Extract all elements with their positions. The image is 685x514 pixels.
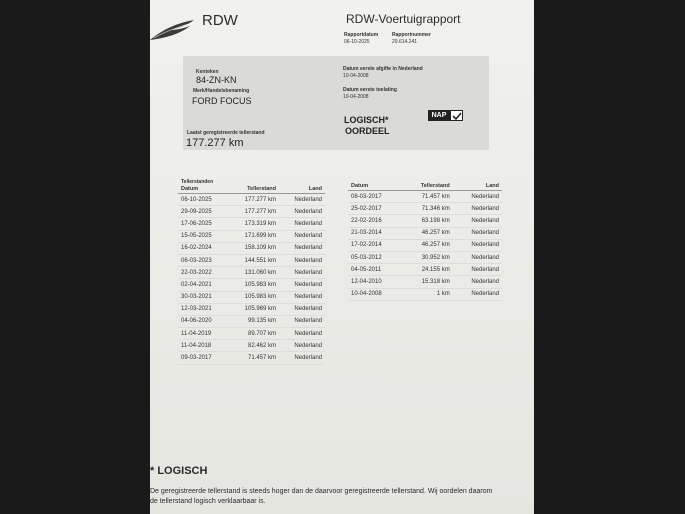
reading-km: 105.983 km (228, 291, 279, 303)
table-row (178, 242, 325, 254)
table-row (348, 239, 502, 251)
col-country: Land (279, 185, 325, 194)
reading-km: 171.699 km (228, 230, 279, 242)
verdict-line2: OORDEEL (345, 126, 390, 136)
table-row (178, 340, 325, 352)
reading-country: Nederland (279, 254, 325, 266)
reading-date: 04-06-2020 (178, 315, 228, 327)
reading-country: Nederland (453, 276, 502, 288)
footer-text (150, 487, 534, 507)
footer-line1: De geregistreerde tellerstand is steeds hoger dan de daarvoor geregistreerde tellerstand. Wij oordelen daarom (150, 488, 493, 495)
reading-date: 11-04-2019 (178, 328, 228, 340)
reading-country: Nederland (279, 230, 325, 242)
report-page (150, 0, 534, 514)
readings-table-right (348, 182, 502, 301)
table-row (348, 264, 502, 276)
table-row (178, 194, 325, 206)
reading-date: 22-03-2022 (178, 267, 228, 279)
readings-table-left (178, 185, 325, 365)
reading-country: Nederland (279, 279, 325, 291)
reading-country: Nederland (453, 191, 502, 203)
reading-km: 105.969 km (228, 303, 279, 315)
col-km: Tellerstand (402, 182, 453, 191)
reading-km: 63.198 km (402, 215, 453, 227)
reading-date: 09-03-2017 (178, 352, 228, 364)
reading-km: 177.277 km (228, 194, 279, 206)
reading-country: Nederland (279, 328, 325, 340)
reading-date: 05-03-2012 (348, 251, 402, 263)
reading-km: 105.983 km (228, 279, 279, 291)
reading-country: Nederland (279, 303, 325, 315)
reading-country: Nederland (453, 203, 502, 215)
readings-header-right (348, 182, 502, 191)
reading-country: Nederland (279, 352, 325, 364)
reading-km: 15.318 km (402, 276, 453, 288)
reading-country: Nederland (453, 227, 502, 239)
report-title: RDW-Voertuigrapport (346, 12, 461, 26)
col-date: Datum (348, 182, 402, 191)
report-date-label: Rapportdatum (344, 32, 379, 38)
vehicle-make: FORD FOCUS (192, 96, 252, 106)
reading-date: 11-04-2018 (178, 340, 228, 352)
reading-country: Nederland (279, 242, 325, 254)
table-row (178, 291, 325, 303)
make-label: Merk/Handelsbenaming (193, 88, 250, 94)
reading-country: Nederland (279, 267, 325, 279)
reading-country: Nederland (453, 251, 502, 263)
reading-country: Nederland (453, 288, 502, 300)
reading-km: 24.155 km (402, 264, 453, 276)
reading-country: Nederland (279, 206, 325, 218)
first-admission-date: 10-04-2008 (343, 94, 369, 100)
reading-km: 46.257 km (402, 227, 453, 239)
table-row (178, 315, 325, 327)
reading-country: Nederland (453, 239, 502, 251)
plate-label: Kenteken (196, 69, 219, 75)
footer-title: * LOGISCH (150, 465, 208, 477)
reading-km: 158.109 km (228, 242, 279, 254)
col-country: Land (453, 182, 502, 191)
table-row (348, 251, 502, 263)
table-row (348, 276, 502, 288)
reading-date: 17-02-2014 (348, 239, 402, 251)
table-row (178, 303, 325, 315)
first-admission-label: Datum eerste toelating (343, 87, 397, 93)
footer-line2: de tellerstand logisch verklaarbaar is. (150, 498, 266, 505)
license-plate: 84-ZN-KN (196, 75, 237, 85)
report-number-label: Rapportnummer (392, 32, 431, 38)
col-km: Tellerstand (228, 185, 279, 194)
reading-date: 29-09-2025 (178, 206, 228, 218)
last-odometer-label: Laatst geregistreerde tellerstand (187, 130, 265, 136)
reading-date: 12-03-2021 (178, 303, 228, 315)
reading-km: 131.060 km (228, 267, 279, 279)
table-row (178, 218, 325, 230)
reading-km: 144.551 km (228, 254, 279, 266)
reading-km: 82.462 km (228, 340, 279, 352)
report-number: 29.614.241 (392, 39, 418, 45)
reading-country: Nederland (453, 264, 502, 276)
verdict-line1: LOGISCH* (344, 115, 389, 125)
table-row (178, 230, 325, 242)
rdw-logo-icon (150, 18, 196, 42)
reading-date: 02-04-2021 (178, 279, 228, 291)
reading-km: 30.952 km (402, 251, 453, 263)
reading-date: 10-04-2008 (348, 288, 402, 300)
table-row (178, 352, 325, 364)
table-row (348, 215, 502, 227)
reading-km: 177.277 km (228, 206, 279, 218)
reading-km: 71.457 km (402, 191, 453, 203)
table-row (178, 279, 325, 291)
readings-section-title: Tellerstanden (181, 179, 214, 185)
last-odometer-value: 177.277 km (186, 137, 244, 149)
reading-km: 99.135 km (228, 315, 279, 327)
table-row (178, 267, 325, 279)
reading-km: 1 km (402, 288, 453, 300)
reading-country: Nederland (279, 340, 325, 352)
reading-country: Nederland (279, 291, 325, 303)
brand-name: RDW (202, 12, 238, 29)
reading-date: 15-05-2025 (178, 230, 228, 242)
table-row (348, 203, 502, 215)
col-date: Datum (178, 185, 228, 194)
reading-date: 21-03-2014 (348, 227, 402, 239)
reading-date: 22-02-2016 (348, 215, 402, 227)
reading-date: 08-03-2017 (348, 191, 402, 203)
first-nl-date: 10-04-2008 (343, 73, 369, 79)
check-icon (450, 110, 463, 121)
reading-country: Nederland (279, 218, 325, 230)
table-row (178, 206, 325, 218)
table-row (348, 288, 502, 300)
nap-badge (428, 110, 465, 121)
table-row (178, 328, 325, 340)
reading-km: 46.257 km (402, 239, 453, 251)
reading-km: 173.319 km (228, 218, 279, 230)
table-row (348, 227, 502, 239)
reading-date: 30-03-2021 (178, 291, 228, 303)
reading-date: 04-05-2011 (348, 264, 402, 276)
reading-date: 12-04-2010 (348, 276, 402, 288)
reading-date: 16-02-2024 (178, 242, 228, 254)
reading-km: 89.707 km (228, 328, 279, 340)
reading-country: Nederland (453, 215, 502, 227)
reading-km: 71.346 km (402, 203, 453, 215)
reading-date: 25-02-2017 (348, 203, 402, 215)
table-row (178, 254, 325, 266)
first-nl-label: Datum eerste afgifte in Nederland (343, 66, 423, 72)
report-date: 06-10-2025 (344, 39, 370, 45)
reading-date: 17-06-2025 (178, 218, 228, 230)
reading-country: Nederland (279, 315, 325, 327)
reading-km: 71.457 km (228, 352, 279, 364)
readings-header-left (178, 185, 325, 194)
reading-country: Nederland (279, 194, 325, 206)
reading-date: 06-03-2023 (178, 254, 228, 266)
reading-date: 06-10-2025 (178, 194, 228, 206)
nap-badge-text: NAP (428, 110, 450, 121)
table-row (348, 191, 502, 203)
